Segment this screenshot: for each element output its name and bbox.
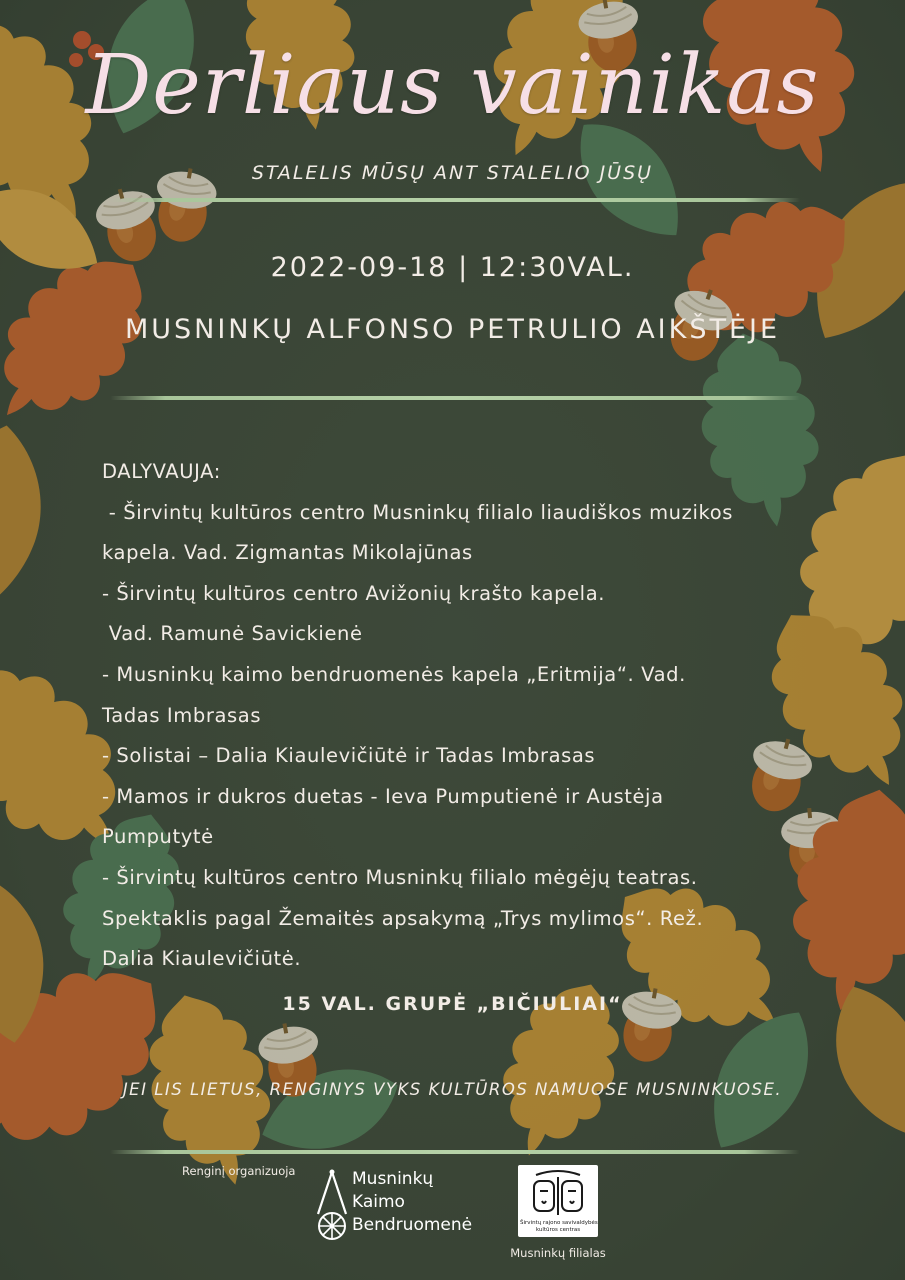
body-line: - Musninkų kaimo bendruomenės kapela „Eritmija“. Vad. <box>102 662 686 686</box>
culture-center-caption-line: kultūros centras <box>535 1227 581 1233</box>
event-location: MUSNINKŲ ALFONSO PETRULIO AIKŠTĖJE <box>124 314 781 345</box>
rain-note: JEI LIS LIETUS, RENGINYS VYKS KULTŪROS NAMUOSE MUSNINKUOSE. <box>122 1080 783 1099</box>
community-logo-text <box>352 1168 472 1237</box>
body-line: Spektaklis pagal Žemaitės apsakymą „Trys mylimos“. Rež. <box>102 906 704 930</box>
body-line: DALYVAUJA: <box>102 460 221 483</box>
community-logo-line: Bendruomenė <box>352 1215 473 1235</box>
culture-center-caption <box>520 1220 596 1234</box>
body-line: Vad. Ramunė Savickienė <box>102 622 363 646</box>
community-logo <box>312 1168 492 1244</box>
culture-center-logo <box>518 1165 598 1237</box>
event-subtitle: STALELIS MŪSŲ ANT STALELIO JŪSŲ <box>251 162 654 184</box>
community-emblem-icon <box>312 1168 352 1244</box>
body-line: - Mamos ir dukros duetas - Ieva Pumputienė ir Austėja <box>102 784 664 808</box>
event-date-time: 2022-09-18 | 12:30VAL. <box>270 252 635 283</box>
body-line: Tadas Imbrasas <box>102 703 262 727</box>
organizer-label: Renginį organizuoja <box>182 1164 296 1178</box>
body-line: - Širvintų kultūros centro Musninkų filialo liaudiškos muzikos <box>102 500 733 524</box>
community-logo-line: Musninkų <box>352 1169 434 1189</box>
body-line: - Širvintų kultūros centro Avižonių krašto kapela. <box>102 581 606 605</box>
community-logo-line: Kaimo <box>352 1192 405 1212</box>
body-line: - Solistai – Dalia Kiaulevičiūtė ir Tadas Imbrasas <box>102 744 596 768</box>
divider-top <box>110 198 800 202</box>
divider-bottom <box>110 1150 800 1154</box>
body-line: Dalia Kiaulevičiūtė. <box>102 947 302 971</box>
band-highlight: 15 VAL. GRUPĖ „BIČIULIAI“ <box>282 993 623 1015</box>
culture-center-caption-line: Širvintų rajono savivaldybės <box>520 1220 598 1226</box>
participants-list <box>102 452 832 980</box>
event-title: Derliaus vainikas <box>85 38 820 133</box>
body-line: kapela. Vad. Zigmantas Mikolajūnas <box>102 541 473 565</box>
culture-center-emblem-icon <box>518 1165 598 1221</box>
branch-label: Musninkų filialas <box>510 1246 606 1260</box>
body-line: - Širvintų kultūros centro Musninkų filialo mėgėjų teatras. <box>102 865 698 889</box>
divider-middle <box>110 396 800 400</box>
body-line: Pumputytė <box>102 825 214 849</box>
